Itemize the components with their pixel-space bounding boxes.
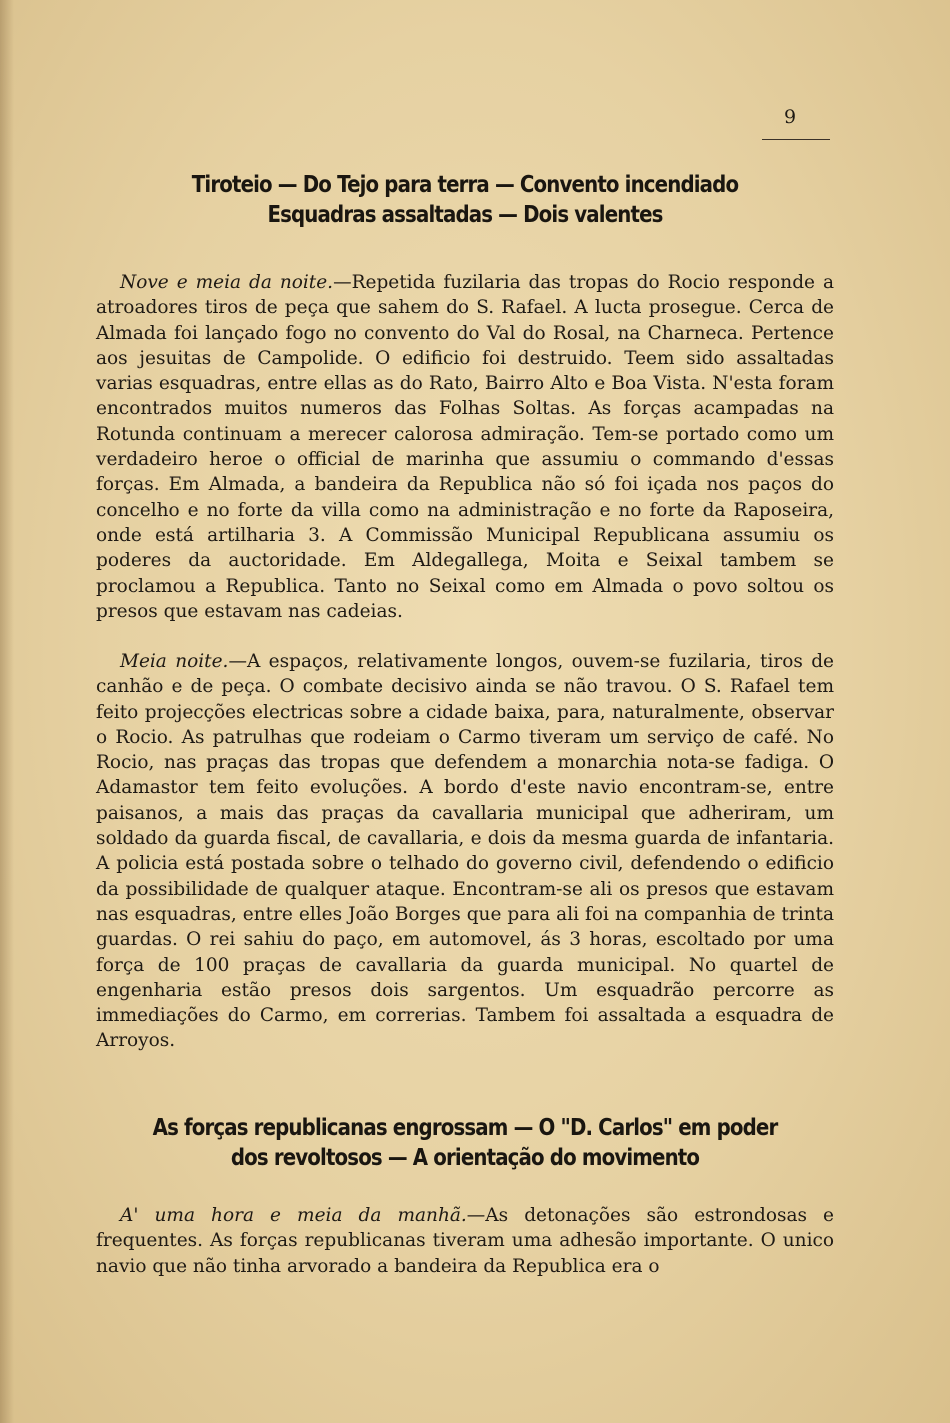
paragraph-3-text: —As detonações são estrondosas e frequentes. As forças republicanas tiveram uma adhesão importante. O unico navio que não tinha arvorado a bandeira da Republica era o [96, 1205, 834, 1277]
paragraph-3-lead: A' uma hora e meia da manhã. [120, 1205, 467, 1226]
paragraph-1 [96, 270, 834, 624]
section-heading-2 [148, 1113, 783, 1173]
section-heading-2-line-1: As forças republicanas engrossam — O "D. Carlos" em poder [152, 1115, 778, 1141]
paragraph-2-text: —A espaços, relativamente longos, ouvem-se fuzilaria, tiros de canhão e de peça. O combate decisivo ainda se não travou. O S. Rafael tem feito projecções electricas sobre a cidade baixa, para, naturalmente, observar o Rocio. As patrulhas que rodeiam o Carmo tiveram um serviço de café. No Rocio, nas praças das tropas que defendem a monarchia nota-se fadiga. O Adamastor tem feito evoluções. A bordo d'este navio encontram-se, entre paisanos, a mais das praças da cavallaria municipal que adheriram, um soldado da guarda fiscal, de cavallaria, e dois da mesma guarda de infantaria. A policia está postada sobre o telhado do governo civil, defendendo o edificio da possibilidade de qualquer ataque. Encontram-se ali os presos que estavam nas esquadras, entre elles João Borges que para ali foi na companhia de trinta guardas. O rei sahiu do paço, em automovel, ás 3 horas, escoltado por uma força de 100 praças de cavallaria da guarda municipal. No quartel de engenharia estão presos dois sargentos. Um esquadrão percorre as immediações do Carmo, em correrias. Tambem foi assaltada a esquadra de Arroyos. [96, 651, 835, 1052]
section-heading-1 [148, 170, 783, 230]
paragraph-3 [96, 1203, 834, 1279]
page-edge-shadow [0, 0, 14, 1423]
page-number-rule [762, 139, 830, 140]
section-heading-1-line-2: Esquadras assaltadas — Dois valentes [267, 202, 663, 228]
section-heading-2-line-2: dos revoltosos — A orientação do movimento [230, 1145, 700, 1171]
paragraph-2 [96, 649, 834, 1054]
paragraph-1-lead: Nove e meia da noite. [120, 272, 334, 293]
section-heading-1-line-1: Tiroteio — Do Tejo para terra — Convento incendiado [191, 172, 739, 198]
page-number: 9 [783, 106, 797, 128]
paragraph-1-text: —Repetida fuzilaria das tropas do Rocio responde a atroadores tiros de peça que sahem do S. Rafael. A lucta prosegue. Cerca de Almada foi lançado fogo no convento do Val do Rosal, na Charneca. Pertence aos jesuitas de Campolide. O edificio foi destruido. Teem sido assaltadas varias esquadras, entre ellas as do Rato, Bairro Alto e Boa Vista. N'esta foram encontrados muitos numeros das Folhas Soltas. As forças acampadas na Rotunda continuam a merecer calorosa admiração. Tem-se portado como um verdadeiro heroe o official de marinha que assumiu o commando d'essas forças. Em Almada, a bandeira da Republica não só foi içada nos paços do concelho e no forte da villa como na administração e no forte da Raposeira, onde está artilharia 3. A Commissão Municipal Republicana assumiu os poderes da auctoridade. Em Aldegallega, Moita e Seixal tambem se proclamou a Republica. Tanto no Seixal como em Almada o povo soltou os presos que estavam nas cadeias. [96, 272, 834, 622]
paragraph-2-lead: Meia noite. [120, 651, 229, 672]
